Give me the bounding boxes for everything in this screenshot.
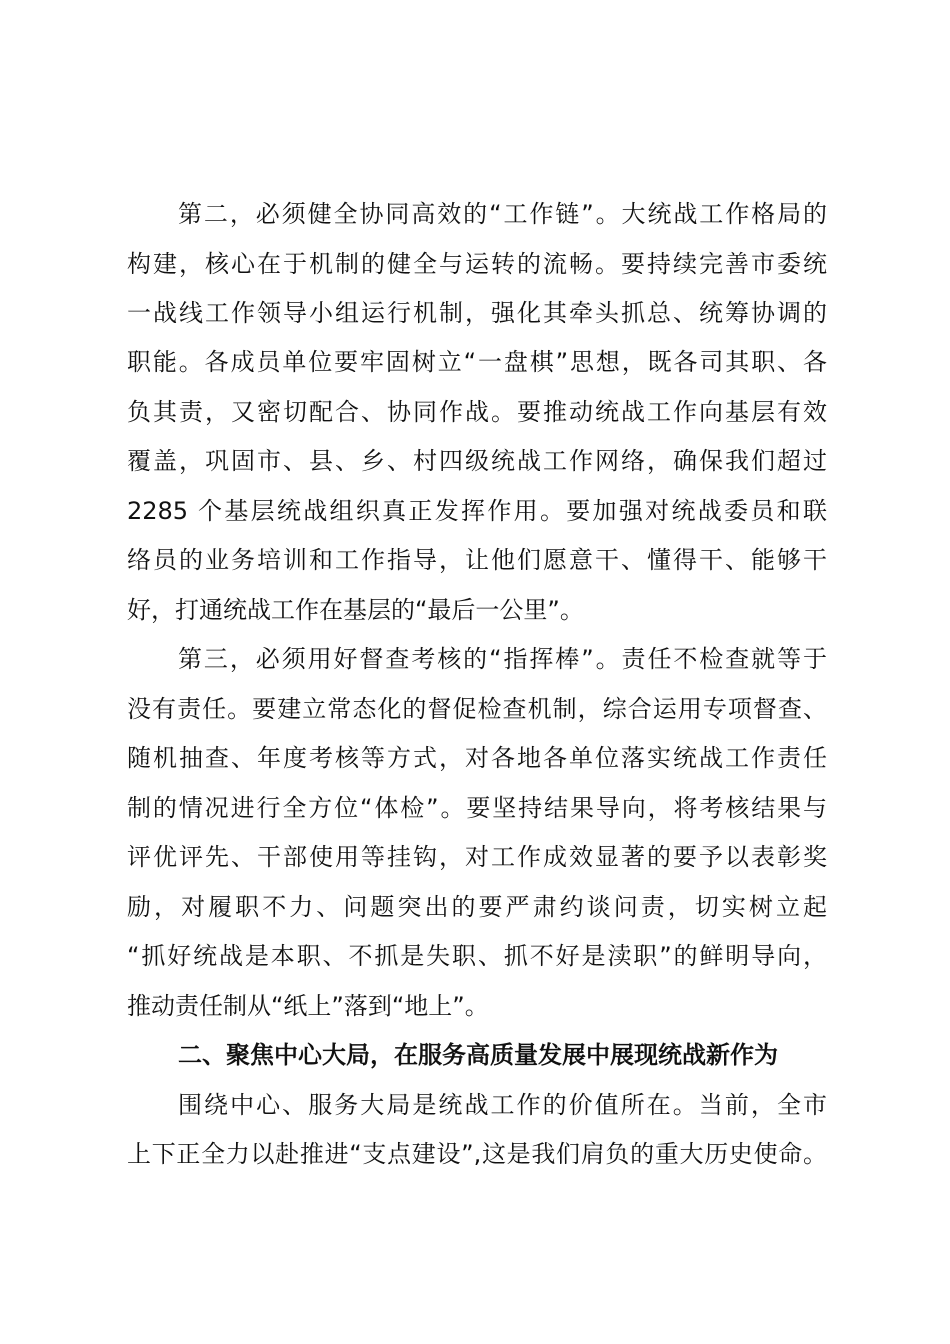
text-line: 一战线工作领导小组运行机制，强化其牵头抓总、统筹协调的 [127, 299, 827, 327]
text-line: 2285 个基层统战组织真正发挥作用。要加强对统战委员和联 [127, 497, 827, 525]
heading-line: 二、聚焦中心大局，在服务高质量发展中展现统战新作为 [178, 1041, 778, 1069]
text-line: 络员的业务培训和工作指导，让他们愿意干、懂得干、能够干 [127, 546, 827, 574]
text-line: 制的情况进行全方位“体检”。要坚持结果导向，将考核结果与 [127, 794, 827, 822]
text-line: 第二，必须健全协同高效的“工作链”。大统战工作格局的 [178, 200, 827, 228]
text-line: 负其责，又密切配合、协同作战。要推动统战工作向基层有效 [127, 398, 827, 426]
text-line: 围绕中心、服务大局是统战工作的价值所在。当前，全市 [178, 1091, 827, 1119]
text-line: 职能。各成员单位要牢固树立“一盘棋”思想，既各司其职、各 [127, 348, 827, 376]
text-line: 励，对履职不力、问题突出的要严肃约谈问责，切实树立起 [127, 893, 827, 921]
text-line: 好，打通统战工作在基层的“最后一公里”。 [127, 596, 584, 624]
text-line: 推动责任制从“纸上”落到“地上”。 [127, 992, 489, 1020]
text-line: 第三，必须用好督查考核的“指挥棒”。责任不检查就等于 [178, 645, 827, 673]
text-line: 上下正全力以赴推进“支点建设”,这是我们肩负的重大历史使命。 [127, 1140, 827, 1168]
text-line: 没有责任。要建立常态化的督促检查机制，综合运用专项督查、 [127, 695, 827, 723]
text-line: 评优评先、干部使用等挂钩，对工作成效显著的要予以表彰奖 [127, 843, 827, 871]
text-line: 覆盖，巩固市、县、乡、村四级统战工作网络，确保我们超过 [127, 447, 827, 475]
text-line: 随机抽查、年度考核等方式，对各地各单位落实统战工作责任 [127, 744, 827, 772]
text-line: “抓好统战是本职、不抓是失职、抓不好是渎职”的鲜明导向， [127, 942, 827, 970]
text-line: 构建，核心在于机制的健全与运转的流畅。要持续完善市委统 [127, 250, 827, 278]
